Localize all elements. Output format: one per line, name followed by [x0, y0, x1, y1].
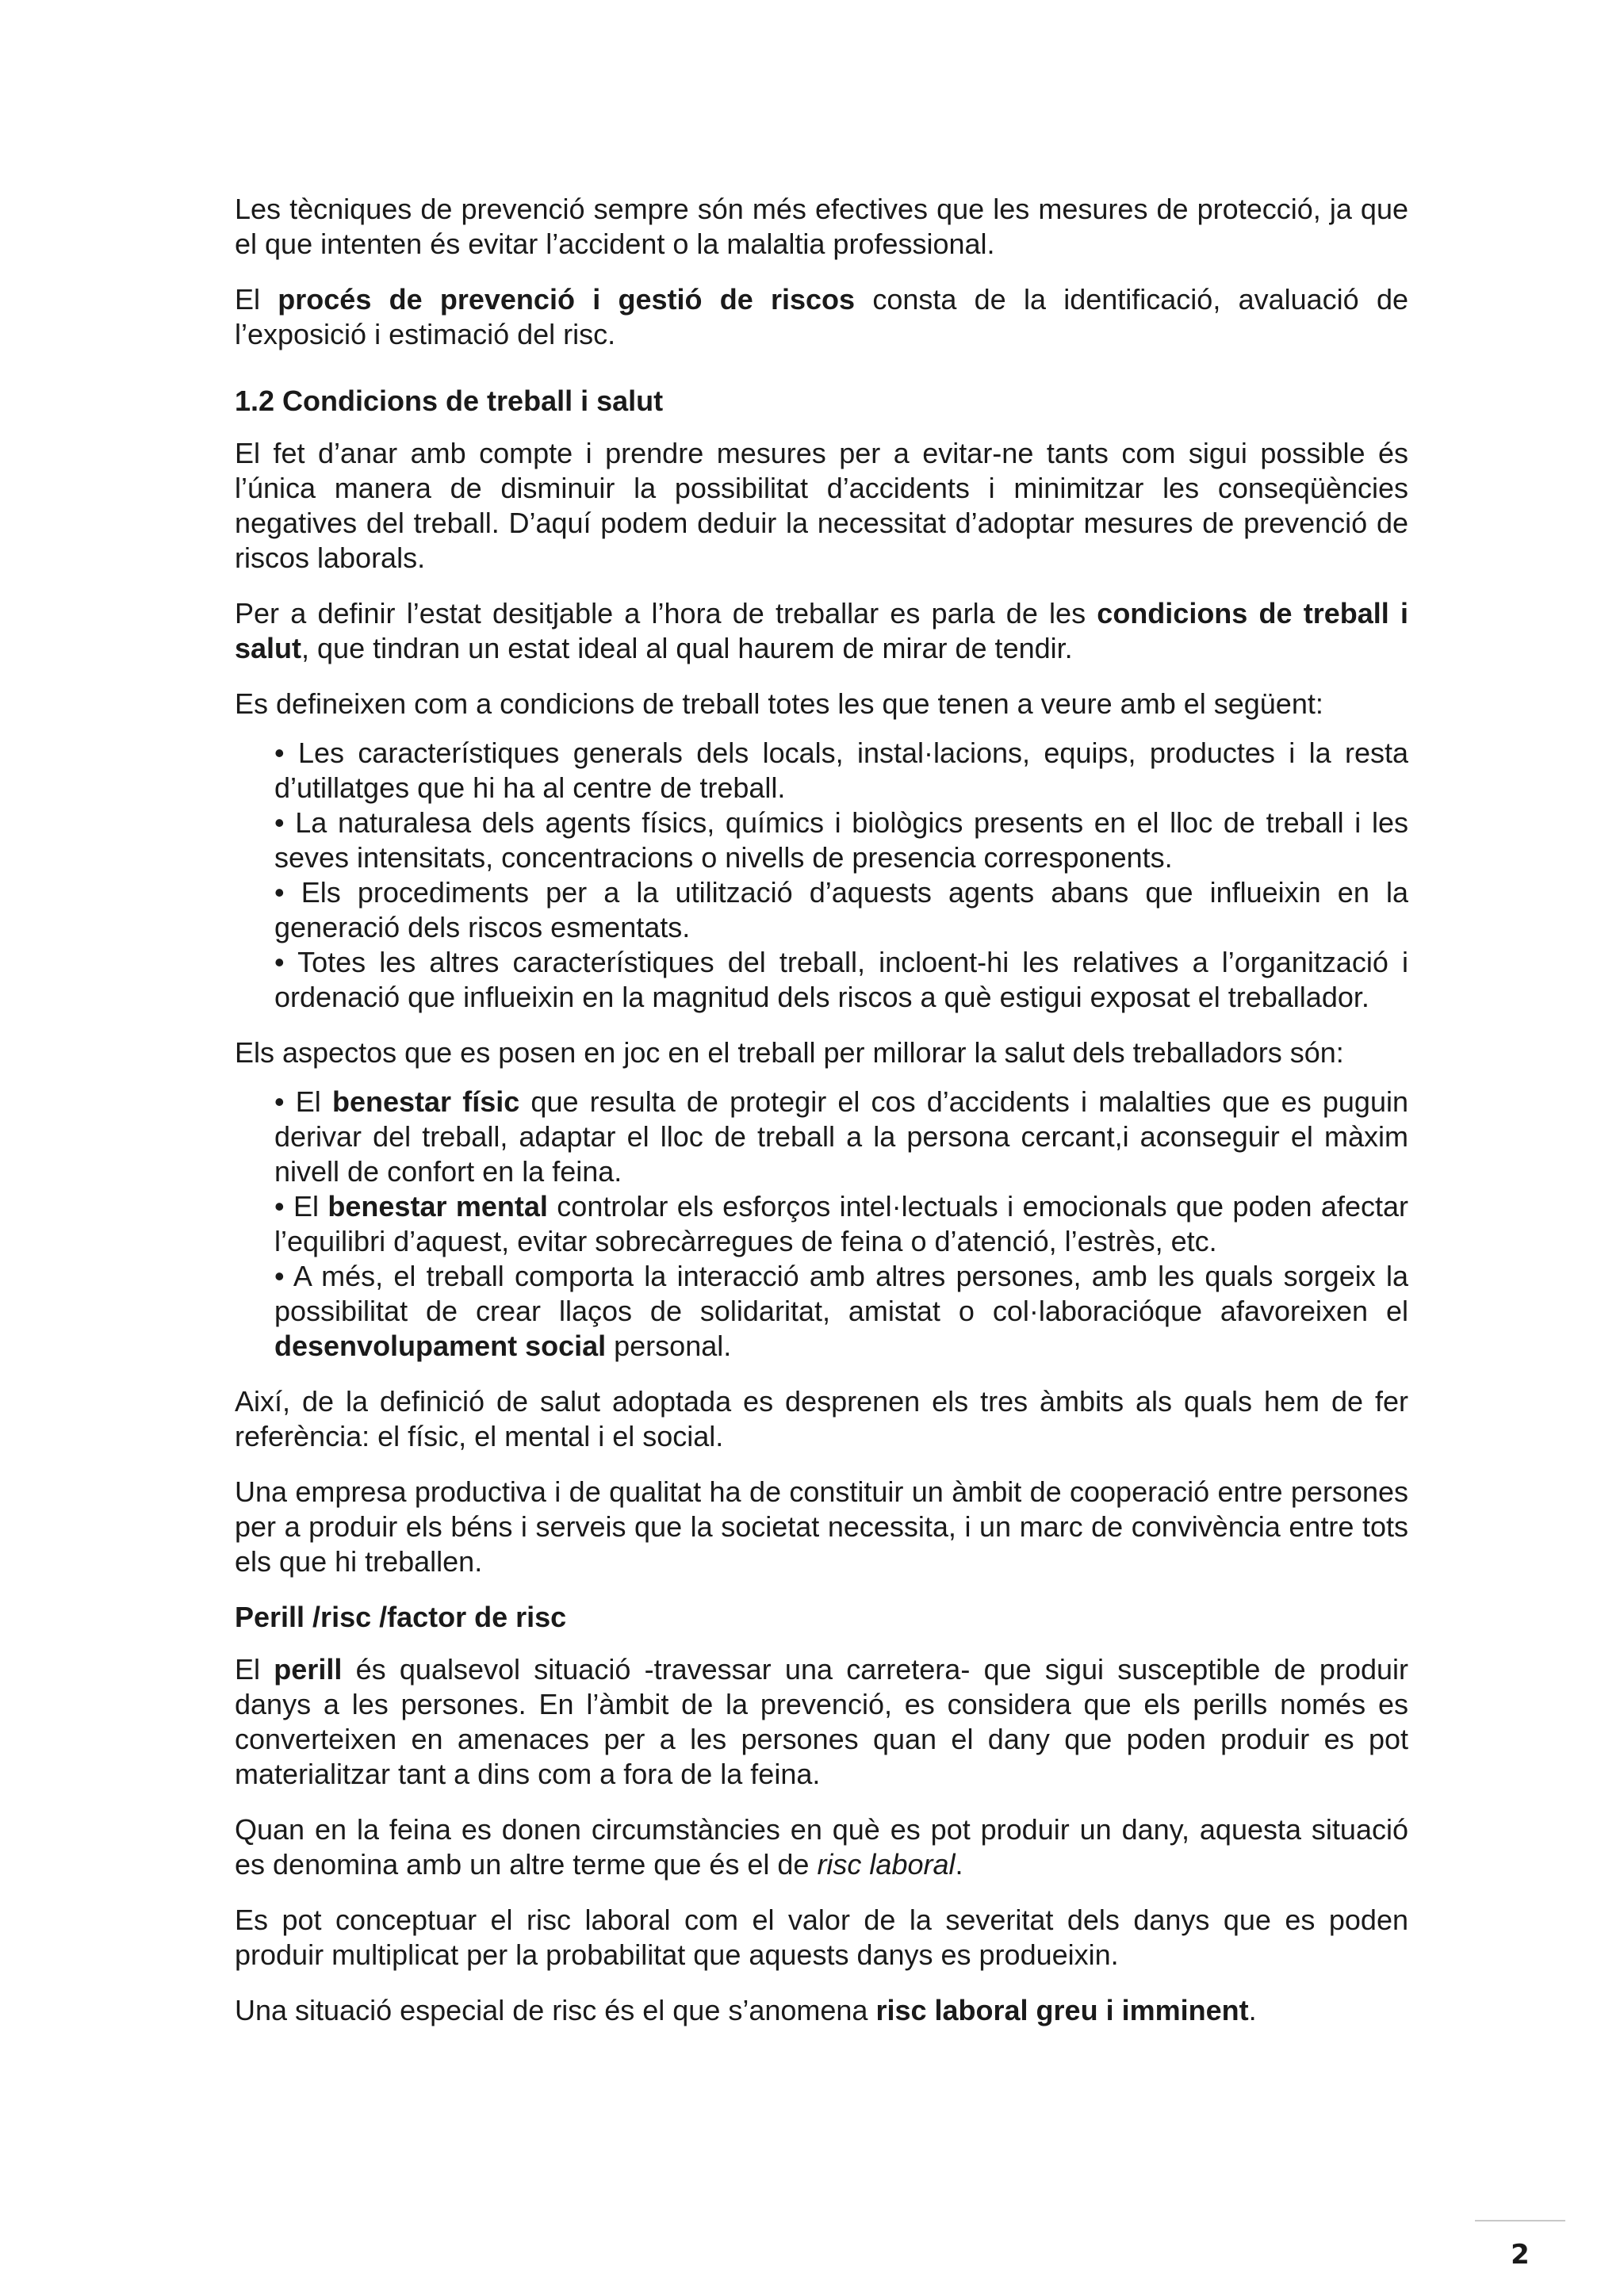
list-item: • Totes les altres característiques del treball, incloent-hi les relatives a l’organització i ordenació que influeixin en la magnitud dels riscos a què estigui exposat el treballador.	[274, 946, 1408, 1013]
paragraph: Es defineixen com a condicions de treball totes les que tenen a veure amb el següent:	[235, 687, 1323, 720]
list-item: • Les característiques generals dels locals, instal·lacions, equips, productes i la resta d’utillatges que hi ha al centre de treball.	[274, 737, 1408, 804]
paragraph: Les tècniques de prevenció sempre són més efectives que les mesures de protecció, ja que el que intenten és evitar l’accident o la malaltia professional.	[235, 193, 1408, 260]
paragraph: Es pot conceptuar el risc laboral com el valor de la severitat dels danys que es poden produir multiplicat per la probabilitat que aquests danys es produeixin.	[235, 1904, 1408, 1971]
paragraph: Quan en la feina es donen circumstàncies en què es pot produir un dany, aquesta situació es denomina amb un altre terme que és el de risc laboral.	[235, 1813, 1408, 1881]
bold-term: desenvolupament social	[274, 1330, 607, 1362]
paragraph: Els aspectos que es posen en joc en el treball per millorar la salut dels treballadors són:	[235, 1036, 1344, 1069]
paragraph: El perill és qualsevol situació -travessar una carretera- que sigui susceptible de produir danys a les persones. En l’àmbit de la prevenció, es considera que els perills només es converteixen en amenaces per a les persones quan el dany que poden produir es pot materialitzar tant a dins com a fora de la feina.	[235, 1653, 1408, 1790]
list-item: • A més, el treball comporta la interacció amb altres persones, amb les quals sorgeix la possibilitat de crear llaços de solidaritat, amistat o col·laboracióque afavoreixen el desenvolupament social personal.	[274, 1260, 1408, 1362]
bold-term: risc laboral greu i imminent	[875, 1994, 1249, 2026]
document-body	[235, 192, 1408, 2049]
section-heading: Perill /risc /factor de risc	[235, 1601, 567, 1633]
paragraph: Així, de la definició de salut adoptada es desprenen els tres àmbits als quals hem de fer referència: el físic, el mental i el social.	[235, 1385, 1408, 1452]
bold-term: benestar mental	[327, 1190, 548, 1223]
italic-term: risc laboral	[817, 1848, 956, 1881]
paragraph: El procés de prevenció i gestió de riscos consta de la identificació, avaluació de l’exposició i estimació del risc.	[235, 283, 1408, 350]
bullet-list	[235, 736, 1408, 1015]
paragraph: Una empresa productiva i de qualitat ha de constituir un àmbit de cooperació entre persones per a produir els béns i serveis que la societat necessita, i un marc de convivència entre tots els que hi treballen.	[235, 1475, 1408, 1578]
bullet-list	[235, 1085, 1408, 1364]
bold-term: benestar físic	[331, 1085, 520, 1118]
list-item: • El benestar físic que resulta de protegir el cos d’accidents i malalties que es puguin derivar del treball, adaptar el lloc de treball a la persona cercant,i aconseguir el màxim nivell de confort en la feina.	[274, 1085, 1408, 1188]
bold-term: condicions de treball i salut	[235, 597, 1408, 664]
section-heading: 1.2 Condicions de treball i salut	[235, 385, 664, 417]
paragraph: Per a definir l’estat desitjable a l’hora de treballar es parla de les condicions de treball i salut, que tindran un estat ideal al qual haurem de mirar de tendir.	[235, 597, 1408, 664]
footer-divider	[1475, 2220, 1565, 2221]
paragraph: Una situació especial de risc és el que s’anomena risc laboral greu i imminent.	[235, 1994, 1257, 2026]
list-item: • La naturalesa dels agents físics, químics i biològics presents en el lloc de treball i les seves intensitats, concentracions o nivells de presencia corresponents.	[274, 806, 1408, 874]
list-item: • Els procediments per a la utilització d’aquests agents abans que influeixin en la generació dels riscos esmentats.	[274, 876, 1408, 943]
bold-term: procés de prevenció i gestió de riscos	[278, 283, 856, 316]
page-number: 2	[1511, 2239, 1530, 2271]
bold-term: perill	[274, 1653, 343, 1686]
list-item: • El benestar mental controlar els esforços intel·lectuals i emocionals que poden afectar l’equilibri d’aquest, evitar sobrecàrregues de feina o d’atenció, l’estrès, etc.	[274, 1190, 1408, 1257]
paragraph: El fet d’anar amb compte i prendre mesures per a evitar-ne tants com sigui possible és l’única manera de disminuir la possibilitat d’accidents i minimitzar les conseqüències negatives del treball. D’aquí podem deduir la necessitat d’adoptar mesures de prevenció de riscos laborals.	[235, 437, 1408, 574]
